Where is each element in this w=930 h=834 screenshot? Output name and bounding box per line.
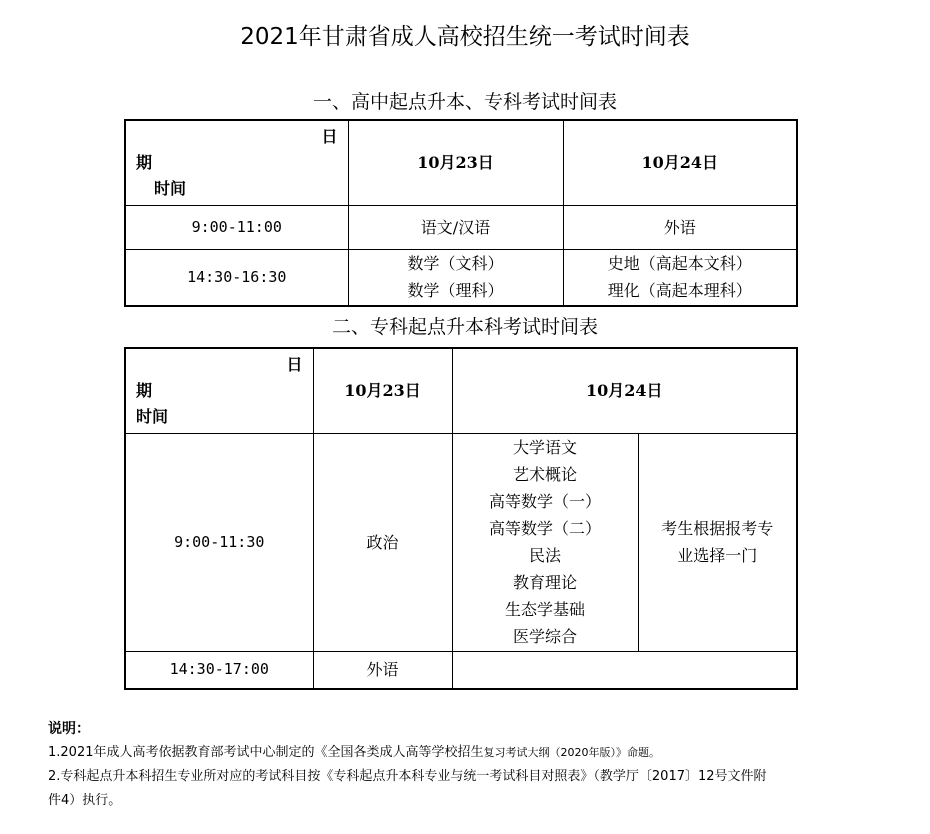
- subject-cell: [563, 249, 797, 306]
- subject-cell: 语文/汉语: [348, 205, 563, 249]
- date-header: 10月23日: [313, 348, 452, 433]
- selection-note-cell: [638, 433, 797, 651]
- note-1-small: 复习考试大纲（2020年版）》命题。: [483, 746, 660, 759]
- subject-line: 史地（高起本文科）: [607, 254, 752, 274]
- note-line: 考生根据报考专: [661, 519, 774, 538]
- time-cell: 14:30-16:30: [125, 249, 348, 306]
- subject-line: 数学（文科）: [407, 254, 504, 274]
- subject-line: 高等数学（二）: [488, 519, 601, 538]
- table1-heading: 一、高中起点升本、专科考试时间表: [312, 91, 617, 113]
- corner-qi: 期: [136, 153, 153, 172]
- page-title: 2021年甘肃省成人高校招生统一考试时间表: [240, 24, 690, 50]
- subject-list-cell: [452, 433, 638, 651]
- subject-line: 数学（理科）: [407, 281, 504, 301]
- table2-heading: 二、专科起点升本科考试时间表: [331, 316, 598, 338]
- corner-header: [125, 120, 348, 205]
- date-header: 10月24日: [452, 348, 797, 433]
- subject-line: 艺术概论: [512, 465, 577, 484]
- corner-time: 时间: [136, 407, 169, 426]
- subject-line: 教育理论: [512, 573, 577, 592]
- time-cell: 9:00-11:30: [125, 433, 313, 651]
- date-header: 10月24日: [563, 120, 797, 205]
- subject-cell: 外语: [313, 651, 452, 689]
- time-cell: 9:00-11:00: [125, 205, 348, 249]
- note-item-1: [48, 741, 928, 765]
- subject-cell: [348, 249, 563, 306]
- note-item-2-line-1: 2.专科起点升本科招生专业所对应的考试科目按《专科起点升本科专业与统一考试科目对照表》（教学厅〔2017〕12号文件附: [48, 769, 767, 784]
- corner-header: [125, 348, 313, 433]
- subject-line: 医学综合: [512, 627, 577, 646]
- exam-schedule-table-1: [124, 119, 798, 307]
- subject-cell: 政治: [313, 433, 452, 651]
- time-cell: 14:30-17:00: [125, 651, 313, 689]
- note-item-2-line-2: 件4）执行。: [48, 793, 122, 808]
- subject-line: 大学语文: [512, 438, 577, 457]
- corner-time: 时间: [154, 179, 187, 198]
- corner-ri: 日: [286, 355, 303, 374]
- notes-heading: 说明：: [48, 721, 90, 737]
- subject-line: 生态学基础: [504, 600, 585, 619]
- empty-cell: [452, 651, 797, 689]
- exam-schedule-table-2: [124, 347, 798, 690]
- note-line: 业选择一门: [677, 546, 758, 565]
- subject-cell: 外语: [563, 205, 797, 249]
- subject-line: 理化（高起本理科）: [607, 281, 752, 301]
- corner-qi: 期: [136, 381, 153, 400]
- note-1-main: 1.2021年成人高考依据教育部考试中心制定的《全国各类成人高等学校招生: [48, 745, 484, 760]
- subject-line: 高等数学（一）: [488, 492, 601, 511]
- date-header: 10月23日: [348, 120, 563, 205]
- corner-ri: 日: [321, 127, 338, 146]
- notes-section: [48, 717, 928, 813]
- subject-line: 民法: [528, 546, 561, 565]
